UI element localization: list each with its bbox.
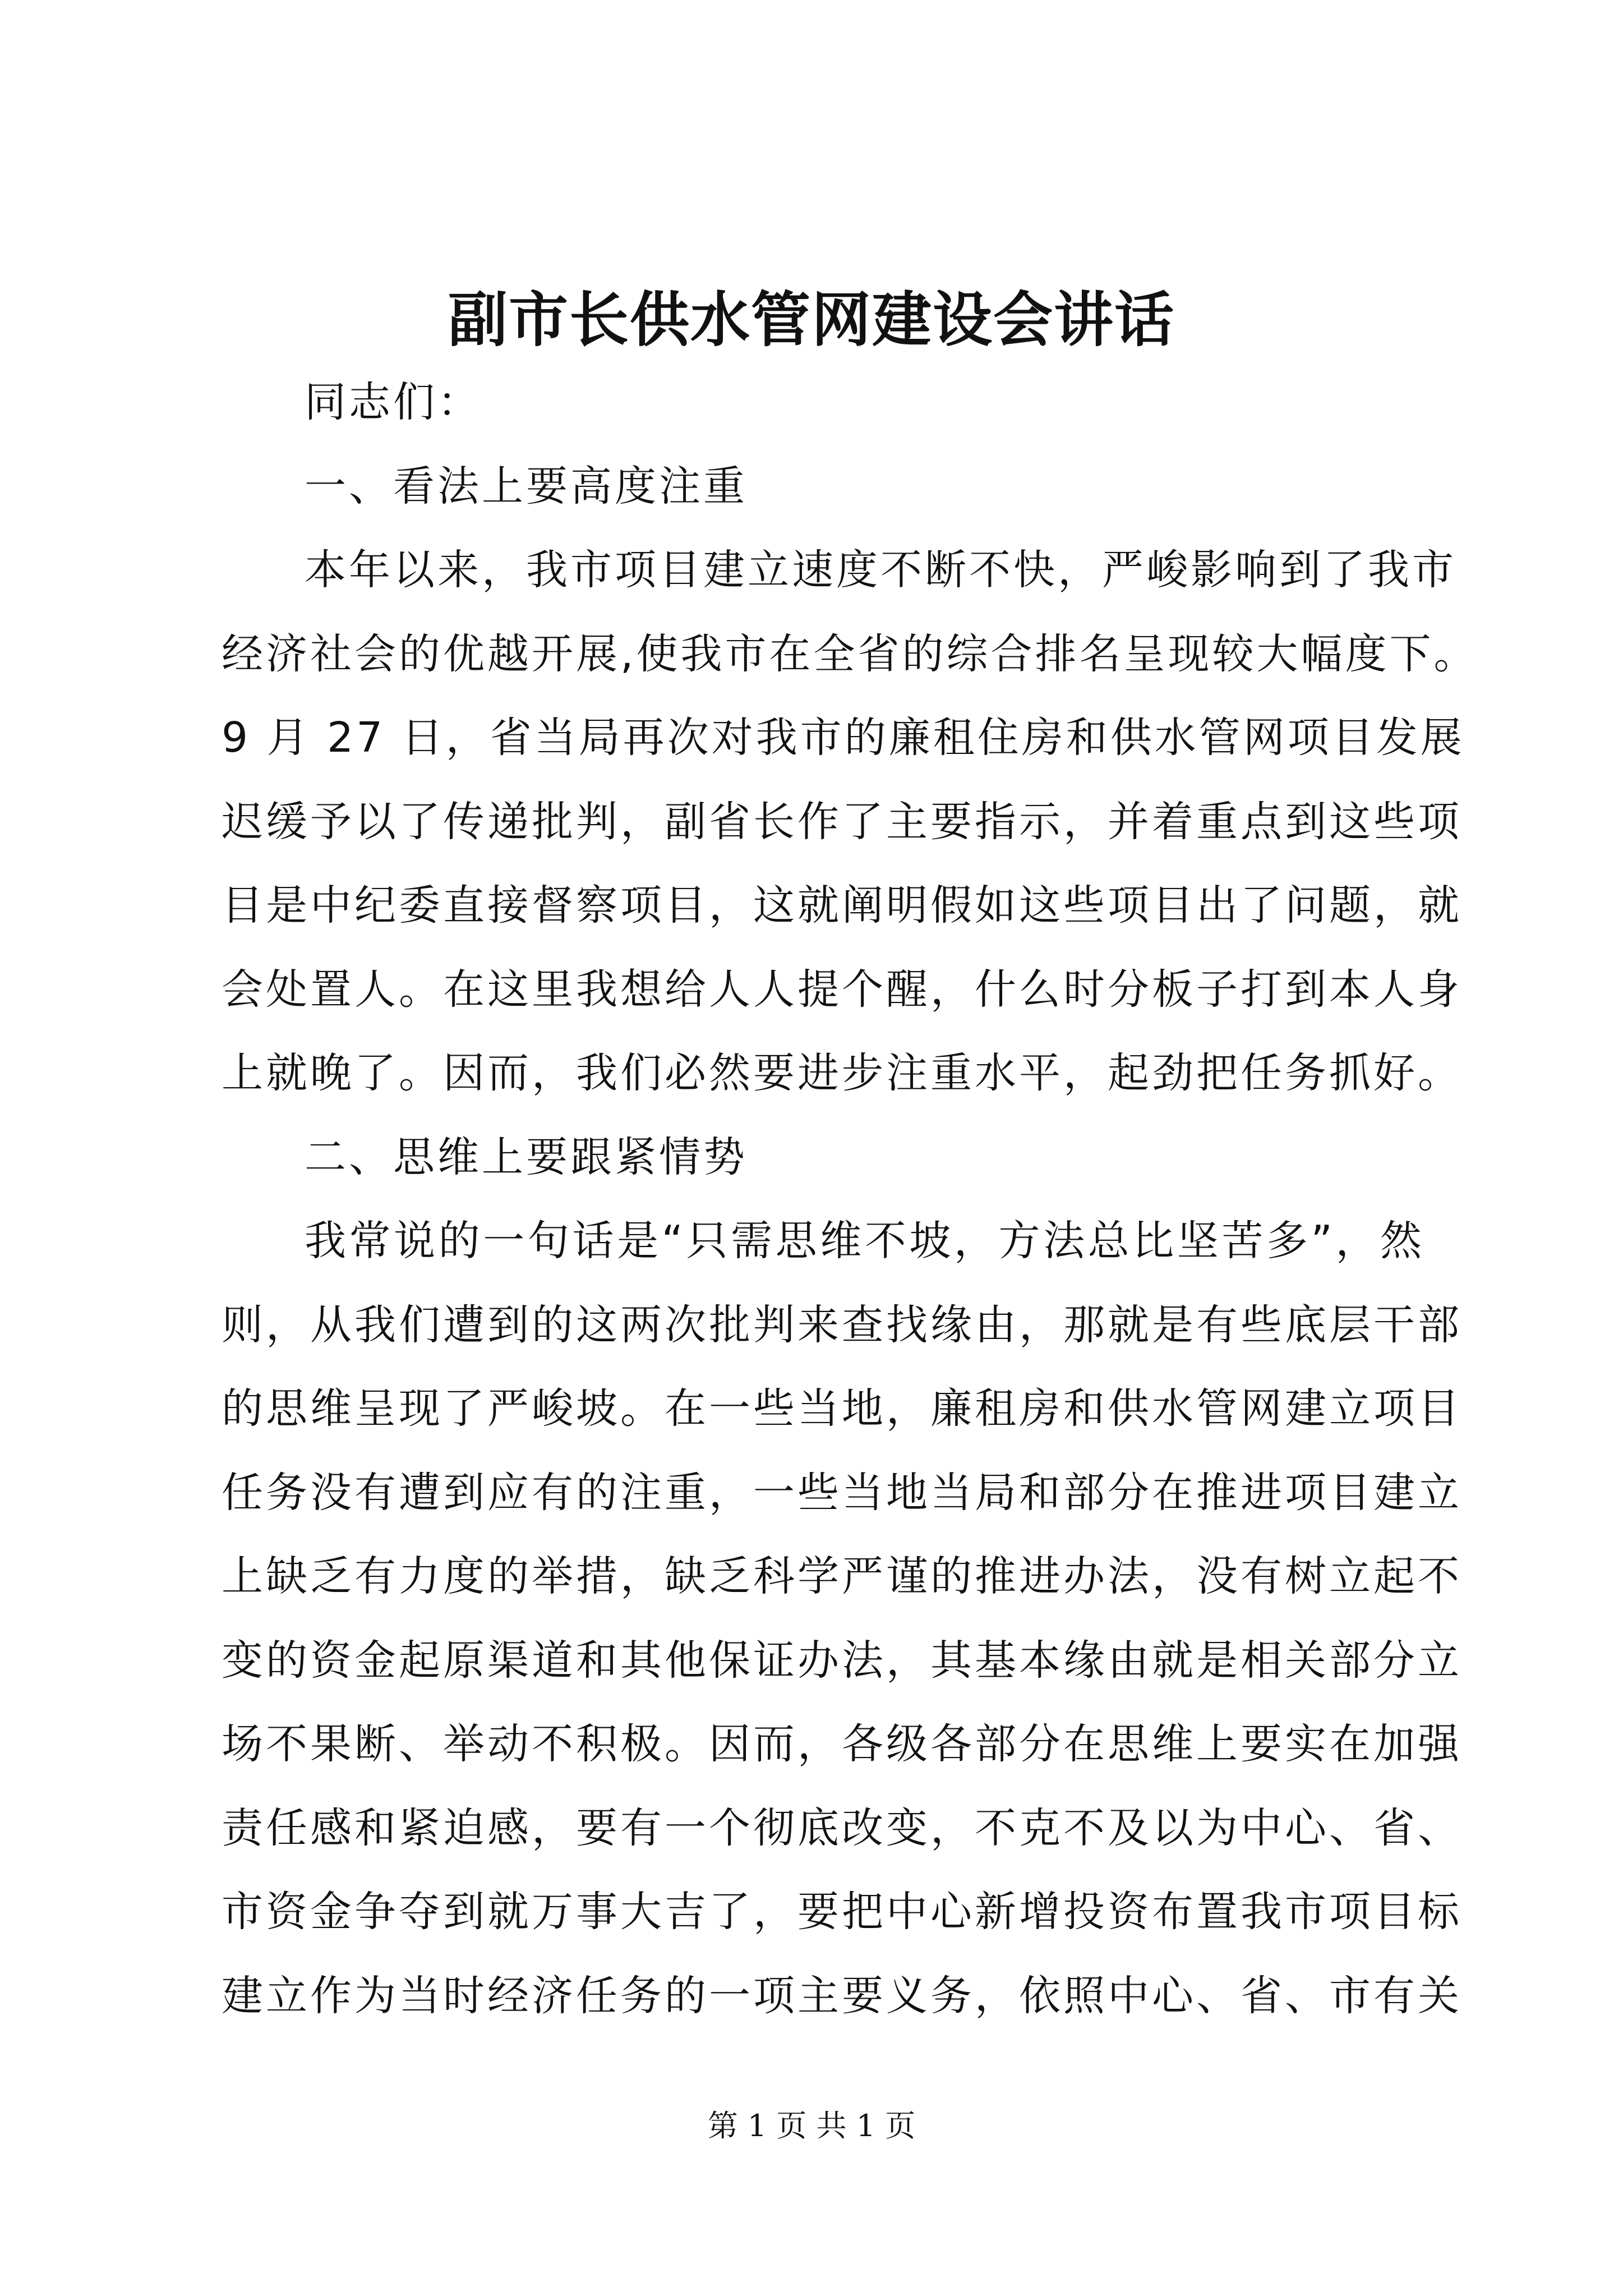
page-title: 副市长供水管网建设会讲话 — [448, 284, 1175, 355]
text-line: 变的资金起原渠道和其他保证办法，其基本缘由就是相关部分立 — [222, 1636, 1462, 1685]
text-line: 场不果断、举动不积极。因而，各级各部分在思维上要实在加强 — [222, 1720, 1462, 1768]
text-line: 目是中纪委直接督察项目，这就阐明假如这些项目出了问题，就 — [222, 881, 1462, 930]
text-line: 建立作为当时经济任务的一项主要义务，依照中心、省、市有关 — [222, 1971, 1462, 2020]
text-line: 9 月 27 日，省当局再次对我市的廉租住房和供水管网项目发展 — [222, 714, 1465, 762]
text-line: 责任感和紧迫感，要有一个彻底改变，不克不及以为中心、省、 — [222, 1803, 1462, 1852]
text-line: 则，从我们遭到的这两次批判来查找缘由，那就是有些底层干部 — [222, 1300, 1462, 1349]
text-line: 任务没有遭到应有的注重，一些当地当局和部分在推进项目建立 — [222, 1468, 1462, 1517]
text-line: 我常说的一句话是“只需思维不坡，方法总比坚苦多”，然 — [305, 1217, 1424, 1265]
text-line: 本年以来，我市项目建立速度不断不快，严峻影响到了我市 — [305, 546, 1456, 594]
page-footer: 第 1 页 共 1 页 — [707, 2108, 916, 2143]
text-line: 二、思维上要跟紧情势 — [305, 1133, 748, 1181]
text-line: 同志们： — [305, 378, 482, 426]
text-line: 上就晚了。因而，我们必然要进步注重水平，起劲把任务抓好。 — [222, 1049, 1462, 1097]
text-line: 一、看法上要高度注重 — [305, 462, 748, 510]
text-line: 市资金争夺到就万事大吉了，要把中心新增投资布置我市项目标 — [222, 1888, 1462, 1936]
text-line: 迟缓予以了传递批判，副省长作了主要指示，并着重点到这些项 — [222, 797, 1462, 846]
text-line: 上缺乏有力度的举措，缺乏科学严谨的推进办法，没有树立起不 — [222, 1552, 1462, 1600]
text-line: 的思维呈现了严峻坡。在一些当地，廉租房和供水管网建立项目 — [222, 1384, 1462, 1433]
text-line: 会处置人。在这里我想给人人提个醒，什么时分板子打到本人身 — [222, 965, 1462, 1014]
text-line: 经济社会的优越开展,使我市在全省的综合排名呈现较大幅度下。 — [222, 629, 1478, 678]
document-body — [222, 361, 1478, 2038]
